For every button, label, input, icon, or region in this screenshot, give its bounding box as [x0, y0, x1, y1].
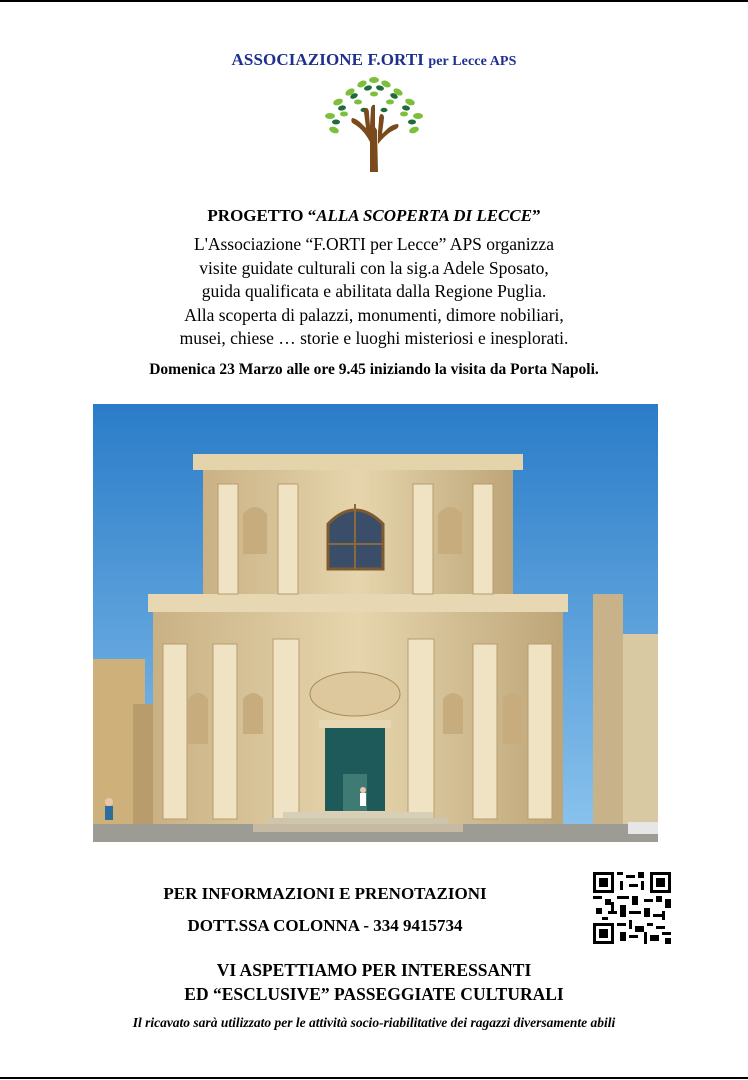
tree-hands-logo-icon: [314, 72, 434, 177]
event-date: Domenica 23 Marzo alle ore 9.45 iniziando la visita da Porta Napoli.: [149, 361, 599, 378]
intro-paragraph: [0, 233, 748, 351]
project-title-prefix: PROGETTO “: [207, 206, 317, 225]
project-title-suffix: ”: [532, 206, 541, 225]
qr-code-icon: [593, 872, 671, 944]
closing-line-1: VI ASPETTIAMO PER INTERESSANTI: [216, 960, 532, 980]
association-name: [0, 50, 748, 70]
contacts-person: DOTT.SSA COLONNA - 334 9415734: [187, 916, 463, 935]
intro-line: musei, chiese … storie e luoghi misteriosi e inesplorati.: [179, 328, 569, 348]
project-title-italic: ALLA SCOPERTA DI LECCE: [316, 206, 533, 225]
intro-line: L'Associazione “F.ORTI per Lecce” APS organizza: [194, 234, 554, 254]
intro-line: guida qualificata e abilitata dalla Regione Puglia.: [201, 281, 547, 301]
project-title: [0, 206, 748, 226]
footnote: Il ricavato sarà utilizzato per le attività socio-riabilitative dei ragazzi diversamente abili: [132, 1015, 616, 1030]
intro-line: visite guidate culturali con la sig.a Adele Sposato,: [199, 257, 549, 278]
contacts-heading: PER INFORMAZIONI E PRENOTAZIONI: [163, 884, 487, 903]
top-border: [0, 0, 748, 2]
association-name-small: per Lecce APS: [428, 54, 517, 69]
intro-line: Alla scoperta di palazzi, monumenti, dimore nobiliari,: [184, 304, 564, 325]
association-name-main: ASSOCIAZIONE F.ORTI: [231, 50, 424, 69]
baroque-church-facade-image: [93, 404, 658, 842]
bottom-border: [0, 1077, 748, 1079]
closing-line-2: ED “ESCLUSIVE” PASSEGGIATE CULTURALI: [184, 984, 564, 1004]
